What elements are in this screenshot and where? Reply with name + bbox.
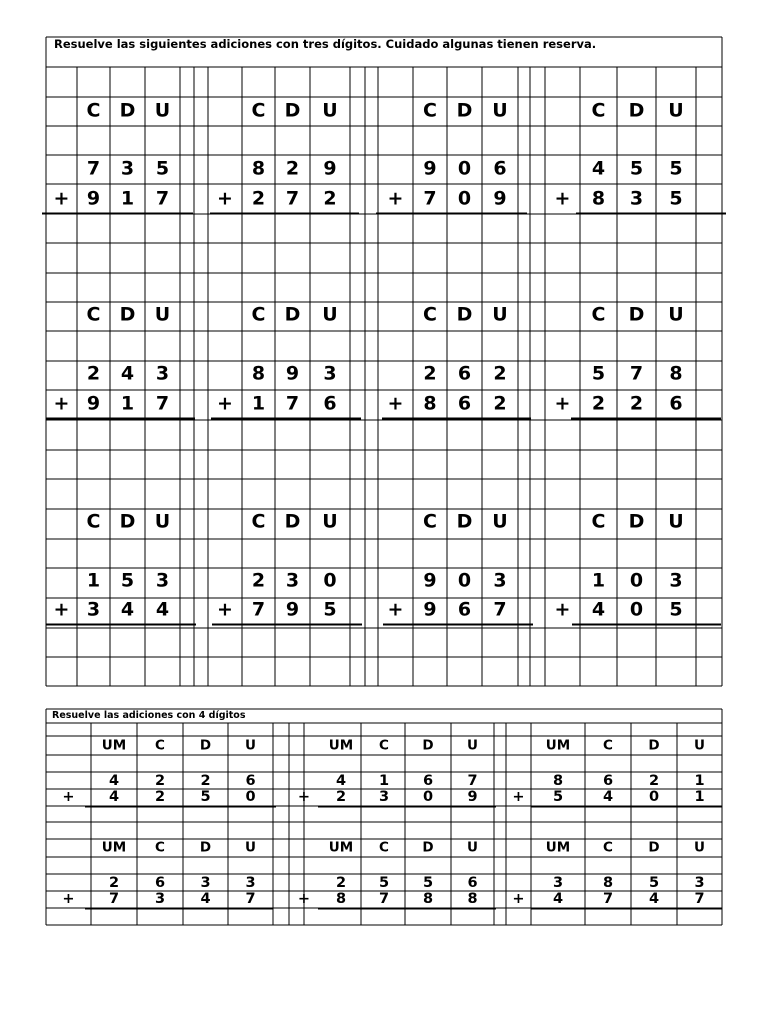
addend-top-digit: 3 (245, 874, 256, 891)
addend-bottom-digit: 7 (155, 392, 170, 415)
plus-sign: + (62, 890, 75, 907)
addend-bottom-digit: 7 (108, 890, 120, 907)
place-value-header: U (668, 303, 684, 326)
plus-sign: + (217, 187, 233, 210)
plus-sign: + (53, 598, 70, 621)
plus-sign: + (387, 598, 404, 621)
addend-bottom-digit: 4 (648, 890, 660, 907)
place-value-header: U (322, 510, 338, 533)
place-value-header: UM (545, 737, 571, 754)
plus-sign: + (512, 890, 525, 907)
addend-top-digit: 0 (457, 569, 472, 592)
addend-top-digit: 3 (552, 874, 564, 891)
place-value-header: C (591, 303, 606, 326)
addend-bottom-digit: 9 (493, 187, 507, 210)
place-value-header: D (648, 839, 660, 856)
place-value-header: D (456, 99, 473, 122)
place-value-header: D (119, 303, 136, 326)
place-value-header: U (492, 510, 508, 533)
addend-bottom-digit: 4 (120, 598, 135, 621)
plus-sign: + (554, 187, 571, 210)
addend-bottom-digit: 2 (154, 788, 166, 805)
place-value-header: C (591, 99, 606, 122)
addend-top-digit: 9 (323, 157, 337, 180)
addend-bottom-digit: 3 (154, 890, 166, 907)
addend-top-digit: 8 (552, 772, 564, 789)
addend-top-digit: 9 (423, 569, 437, 592)
plus-sign: + (53, 187, 70, 210)
plus-sign: + (387, 187, 404, 210)
addend-top-digit: 9 (423, 157, 437, 180)
place-value-header: C (251, 303, 266, 326)
addend-top-digit: 6 (493, 157, 507, 180)
place-value-header: D (628, 510, 645, 533)
place-value-header: C (251, 99, 266, 122)
addend-top-digit: 0 (457, 157, 472, 180)
addend-bottom-digit: 3 (629, 187, 644, 210)
addend-top-digit: 1 (591, 569, 606, 592)
addend-bottom-digit: 2 (251, 187, 266, 210)
addend-bottom-digit: 6 (457, 392, 472, 415)
place-value-header: D (422, 737, 434, 754)
addend-bottom-digit: 7 (378, 890, 390, 907)
place-value-header: D (422, 839, 434, 856)
addend-bottom-digit: 6 (457, 598, 472, 621)
addend-top-digit: 2 (251, 569, 266, 592)
addend-top-digit: 3 (120, 157, 135, 180)
place-value-header: C (155, 839, 165, 856)
addend-bottom-digit: 4 (552, 890, 564, 907)
addend-top-digit: 8 (669, 362, 683, 385)
addend-bottom-digit: 5 (323, 598, 337, 621)
addend-top-digit: 2 (154, 772, 166, 789)
plus-sign: + (62, 788, 75, 805)
addend-bottom-digit: 4 (591, 598, 606, 621)
addend-bottom-digit: 9 (86, 392, 101, 415)
place-value-header: C (379, 839, 389, 856)
place-value-header: C (591, 510, 606, 533)
place-value-header: U (467, 737, 478, 754)
place-value-header: D (456, 510, 473, 533)
instruction-three-digits: Resuelve las siguientes adiciones con tres dígitos. Cuidado algunas tienen reserva. (54, 37, 597, 51)
place-value-header: D (199, 839, 212, 856)
addend-top-digit: 2 (86, 362, 101, 385)
addend-bottom-digit: 1 (694, 788, 705, 805)
addend-top-digit: 3 (155, 569, 170, 592)
addend-top-digit: 5 (120, 569, 135, 592)
addend-bottom-digit: 1 (120, 392, 135, 415)
place-value-header: U (154, 99, 171, 122)
addend-bottom-digit: 1 (251, 392, 266, 415)
addend-top-digit: 5 (669, 157, 683, 180)
addend-top-digit: 1 (378, 772, 390, 789)
place-value-header: C (423, 303, 437, 326)
addend-bottom-digit: 8 (591, 187, 606, 210)
addend-top-digit: 8 (602, 874, 614, 891)
place-value-header: U (492, 303, 508, 326)
place-value-header: UM (545, 839, 571, 856)
addend-top-digit: 4 (335, 772, 347, 789)
place-value-header: D (284, 303, 301, 326)
addend-bottom-digit: 0 (629, 598, 644, 621)
addend-bottom-digit: 7 (285, 187, 300, 210)
place-value-header: U (245, 839, 256, 856)
plus-sign: + (387, 392, 404, 415)
place-value-header: D (628, 99, 645, 122)
place-value-header: C (423, 510, 437, 533)
addend-bottom-digit: 9 (285, 598, 300, 621)
addend-top-digit: 5 (591, 362, 606, 385)
place-value-header: U (668, 510, 684, 533)
place-value-header: U (322, 303, 338, 326)
addend-top-digit: 5 (629, 157, 644, 180)
addend-top-digit: 5 (155, 157, 170, 180)
addend-top-digit: 4 (120, 362, 135, 385)
addend-bottom-digit: 7 (155, 187, 170, 210)
addend-bottom-digit: 0 (457, 187, 472, 210)
addend-bottom-digit: 8 (422, 890, 434, 907)
addend-bottom-digit: 7 (694, 890, 705, 907)
place-value-header: C (251, 510, 266, 533)
addend-bottom-digit: 7 (493, 598, 507, 621)
addend-top-digit: 2 (108, 874, 120, 891)
place-value-header: D (456, 303, 473, 326)
addend-top-digit: 7 (86, 157, 101, 180)
addend-bottom-digit: 4 (602, 788, 614, 805)
addend-top-digit: 4 (108, 772, 120, 789)
addend-top-digit: 2 (200, 772, 211, 789)
addend-bottom-digit: 7 (285, 392, 300, 415)
addend-top-digit: 2 (493, 362, 507, 385)
addend-bottom-digit: 4 (108, 788, 120, 805)
plus-sign: + (53, 392, 70, 415)
addend-top-digit: 5 (648, 874, 660, 891)
addend-bottom-digit: 5 (669, 598, 683, 621)
addend-bottom-digit: 5 (200, 788, 211, 805)
addend-bottom-digit: 2 (323, 187, 337, 210)
addend-bottom-digit: 4 (155, 598, 170, 621)
addend-top-digit: 6 (457, 362, 472, 385)
addend-bottom-digit: 2 (493, 392, 507, 415)
place-value-header: C (423, 99, 437, 122)
addend-top-digit: 7 (629, 362, 644, 385)
instruction-four-digits: Resuelve las adiciones con 4 dígitos (52, 710, 246, 721)
place-value-header: C (86, 510, 101, 533)
plus-sign: + (554, 598, 571, 621)
place-value-header: C (86, 303, 101, 326)
addend-top-digit: 3 (694, 874, 705, 891)
place-value-header: UM (101, 737, 127, 754)
addend-bottom-digit: 7 (251, 598, 266, 621)
place-value-header: D (648, 737, 660, 754)
addend-top-digit: 0 (323, 569, 337, 592)
addend-bottom-digit: 5 (669, 187, 683, 210)
addend-bottom-digit: 8 (335, 890, 347, 907)
addend-bottom-digit: 5 (552, 788, 564, 805)
addend-top-digit: 1 (694, 772, 705, 789)
addend-top-digit: 3 (200, 874, 211, 891)
addend-top-digit: 8 (251, 362, 266, 385)
addend-top-digit: 3 (493, 569, 507, 592)
plus-sign: + (217, 392, 233, 415)
addend-bottom-digit: 9 (86, 187, 101, 210)
addend-bottom-digit: 7 (423, 187, 437, 210)
addend-top-digit: 3 (669, 569, 683, 592)
plus-sign: + (217, 598, 233, 621)
addend-top-digit: 2 (335, 874, 347, 891)
addend-bottom-digit: 6 (323, 392, 337, 415)
addend-top-digit: 7 (467, 772, 478, 789)
place-value-header: C (379, 737, 389, 754)
addend-bottom-digit: 2 (335, 788, 347, 805)
addend-top-digit: 2 (648, 772, 660, 789)
place-value-header: C (86, 99, 101, 122)
addend-top-digit: 2 (423, 362, 437, 385)
place-value-header: D (199, 737, 212, 754)
place-value-header: U (154, 510, 171, 533)
addend-top-digit: 3 (155, 362, 170, 385)
addend-top-digit: 3 (285, 569, 300, 592)
addend-top-digit: 4 (591, 157, 606, 180)
plus-sign: + (512, 788, 525, 805)
addend-bottom-digit: 0 (245, 788, 256, 805)
addend-top-digit: 3 (323, 362, 337, 385)
place-value-header: D (119, 99, 136, 122)
addend-top-digit: 6 (602, 772, 614, 789)
place-value-header: U (467, 839, 478, 856)
plus-sign: + (297, 890, 311, 907)
addend-bottom-digit: 7 (602, 890, 614, 907)
addend-top-digit: 0 (629, 569, 644, 592)
addend-bottom-digit: 4 (200, 890, 211, 907)
addend-top-digit: 5 (422, 874, 434, 891)
addend-top-digit: 6 (422, 772, 434, 789)
place-value-header: U (322, 99, 338, 122)
place-value-header: C (155, 737, 165, 754)
place-value-header: D (628, 303, 645, 326)
addend-bottom-digit: 2 (591, 392, 606, 415)
place-value-header: U (245, 737, 256, 754)
addend-bottom-digit: 1 (120, 187, 135, 210)
addend-bottom-digit: 8 (423, 392, 437, 415)
place-value-header: D (284, 510, 301, 533)
place-value-header: D (119, 510, 136, 533)
place-value-header: U (492, 99, 508, 122)
place-value-header: C (603, 839, 613, 856)
place-value-header: D (284, 99, 301, 122)
addend-top-digit: 6 (245, 772, 256, 789)
addend-bottom-digit: 9 (467, 788, 478, 805)
addend-top-digit: 1 (86, 569, 101, 592)
addend-top-digit: 8 (251, 157, 266, 180)
plus-sign: + (554, 392, 571, 415)
addend-top-digit: 9 (285, 362, 300, 385)
place-value-header: U (694, 839, 705, 856)
addend-bottom-digit: 3 (378, 788, 390, 805)
place-value-header: U (668, 99, 684, 122)
addend-bottom-digit: 2 (629, 392, 644, 415)
addend-top-digit: 6 (467, 874, 478, 891)
place-value-header: C (603, 737, 613, 754)
addend-bottom-digit: 6 (669, 392, 683, 415)
addend-bottom-digit: 7 (245, 890, 256, 907)
addend-top-digit: 6 (154, 874, 166, 891)
place-value-header: U (154, 303, 171, 326)
place-value-header: UM (101, 839, 127, 856)
place-value-header: UM (328, 737, 354, 754)
plus-sign: + (297, 788, 311, 805)
place-value-header: U (694, 737, 705, 754)
addend-top-digit: 2 (285, 157, 300, 180)
addend-bottom-digit: 3 (86, 598, 101, 621)
addend-bottom-digit: 0 (648, 788, 660, 805)
addend-top-digit: 5 (378, 874, 390, 891)
place-value-header: UM (328, 839, 354, 856)
addend-bottom-digit: 0 (422, 788, 434, 805)
addend-bottom-digit: 9 (423, 598, 437, 621)
addend-bottom-digit: 8 (467, 890, 478, 907)
